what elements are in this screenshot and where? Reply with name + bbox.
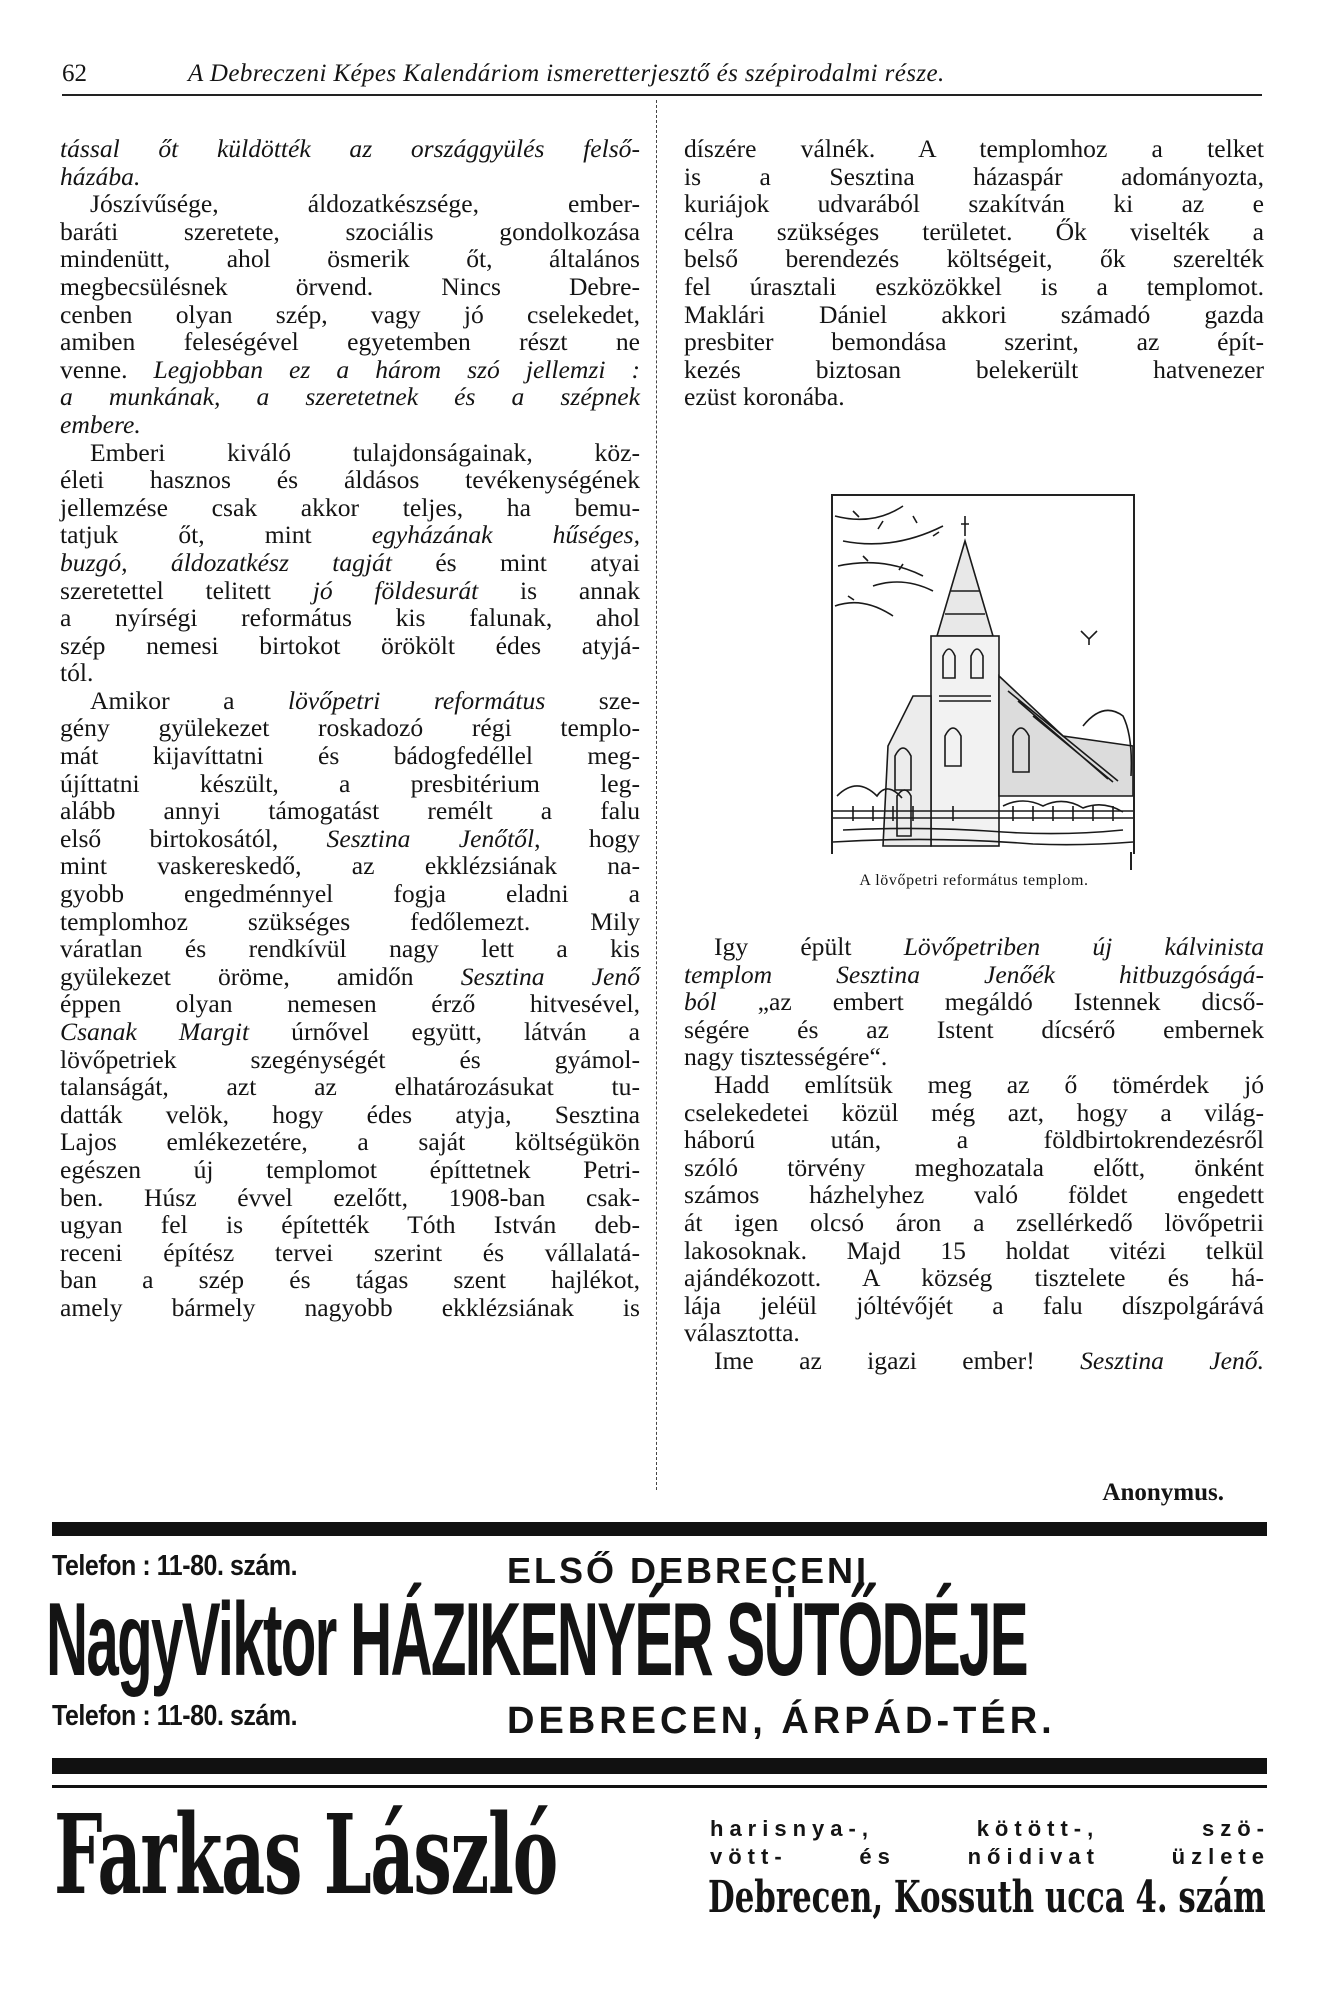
church-engraving-icon — [833, 496, 1133, 854]
ad-bakery-headline: NagyViktor HÁZIKENYÉR SÜTŐDÉJE — [46, 1582, 1027, 1698]
paragraph-3: Emberi kiváló tulajdonságainak, köz- életi hasznos és áldásos tevékenységének jellemzése csak akkor teljes, ha bemu- tatjuk őt, mint egyházának hűséges, buzgó, áldozatkész tagját és mint atyai szeretettel telitett jó földesurát is annak a nyírségi református kis falunak, ahol szép nemesi birtokot örökölt édes atyjá- tól. — [60, 437, 641, 688]
ad-bakery-phone-bottom: Telefon : 11-80. szám. — [52, 1700, 298, 1732]
paragraph-hadd-emlitsuk: Hadd említsük meg az ő tömérdek jó cselekedetei közül még azt, hogy a világ- háború után, a földbirtokrendezésről szóló törvény meghozatala előtt, önként számos házhelyhez való földet engedett át igen olcsó áron a zsellérkedő lövőpetrii lakosoknak. Majd 15 holdat vitézi telkül ajándékozott. A község tisztelete és há- lája jeléül jóltévőjét a falu díszpolgárává választotta. — [684, 1069, 1264, 1348]
ad-fashion-address: Debrecen, Kossuth ucca 4. szám — [708, 1872, 1266, 1923]
ad-bakery-line3 — [52, 1700, 1056, 1750]
church-illustration — [831, 494, 1135, 854]
paragraph-continued: díszére válnék. A templomhoz a telket is a Sesztina házaspár adományozta, kuriájok udvarából szakítván ki az e célra szükséges területet. Ők viselték a belső berendezés költségeit, ők szerelték fel úrasztali eszközökkel is a templomot. Maklári Dániel akkori számadó gazda presbiter bemondása szerint, az épít- kezés biztosan belekerült hatvenezer ezüst koronába. — [684, 134, 1264, 412]
column-divider — [656, 100, 657, 1490]
ad-top-bar — [52, 1522, 1267, 1536]
header-rule — [62, 94, 1262, 96]
paragraph-ime: Ime az igazi ember! Sesztina Jenő. — [714, 1345, 1264, 1375]
ad-mid-bar — [52, 1758, 1267, 1774]
ad-mid-rule — [52, 1785, 1267, 1788]
paragraph-igy-epult: Igy épült Lövőpetriben új kálvinista templom Sesztina Jenőék hitbuzgóságá- ból „az embert megáldó Istennek dicső- ségére és az Istent dícsérő embernek nagy tisztességére“. — [684, 932, 1265, 1072]
running-head-title: A Debreczeni Képes Kalendáriom ismeretterjesztő és szépirodalmi része. — [188, 60, 945, 87]
paragraph-4: Amikor a lövőpetri református sze- gény gyülekezet roskadozó régi templo- mát kijavíttatni és bádogfedéllel meg- újíttatni készült, a presbitérium leg- alább annyi támogatást remélt a falu első birtokosától, Sesztina Jenőtől, hogy mint vaskereskedő, az ekklézsiának na- gyobb engedménnyel fogja eladni a templomhoz szükséges fedőlemezt. Mily váratlan és rendkívül nagy lett a kis gyülekezet öröme, amidőn Sesztina Jenő éppen olyan nemesen érző hitvesével, Csanak Margit úrnővel együtt, látván a lövőpetriek szegénységét és gyámol- talanságát, azt az elhatározásukat tu- datták velök, hogy édes atyja, Sesztina Lajos emlékezetére, a saját költségükön egészen új templomot építtetnek Petri- ben. Húsz évvel ezelőtt, 1908-ban csak- ugyan fel is építették Tóth István deb- receni építész tervei szerint és vállalatá- ban a szép és tágas szent hajlékot, amely bármely nagyobb ekklézsiának is — [60, 685, 641, 1322]
figure-caption: A lövőpetri református templom. — [859, 872, 1089, 889]
ad-bakery-tagline: ELSŐ DEBRECENI — [507, 1550, 870, 1591]
ad-fashion-description: harisnya-, kötött-, szö- vött- és nőidivat üzlete — [710, 1816, 1270, 1869]
ad-bakery-phone-top: Telefon : 11-80. szám. — [52, 1550, 298, 1582]
ad-fashion-name: Farkas László — [54, 1790, 557, 1919]
paragraph-1: tással őt küldötték az országgyülés felső- házába. — [60, 134, 640, 191]
author-signature: Anonymus. — [1102, 1479, 1224, 1506]
running-head — [62, 60, 1262, 96]
ad-bakery-address: DEBRECEN, ÁRPÁD-TÉR. — [507, 1700, 1056, 1742]
left-column — [60, 135, 640, 1322]
right-column-top — [684, 135, 1264, 411]
page-number: 62 — [62, 60, 87, 87]
right-column-bottom — [684, 933, 1264, 1375]
paragraph-2: Jószívűsége, áldozatkészsége, ember- baráti szeretete, szociális gondolkozása mindenütt, ahol ösmerik őt, általános megbecsülésnek örvend. Nincs Debre- cenben olyan szép, vagy jó cselekedet, amiben feleségével egyetemben részt ne venne. Legjobban ez a három szó jellemzi : a munkának, a szeretetnek és a szépnek embere. — [60, 189, 640, 439]
figure-border-tail — [1130, 852, 1132, 870]
